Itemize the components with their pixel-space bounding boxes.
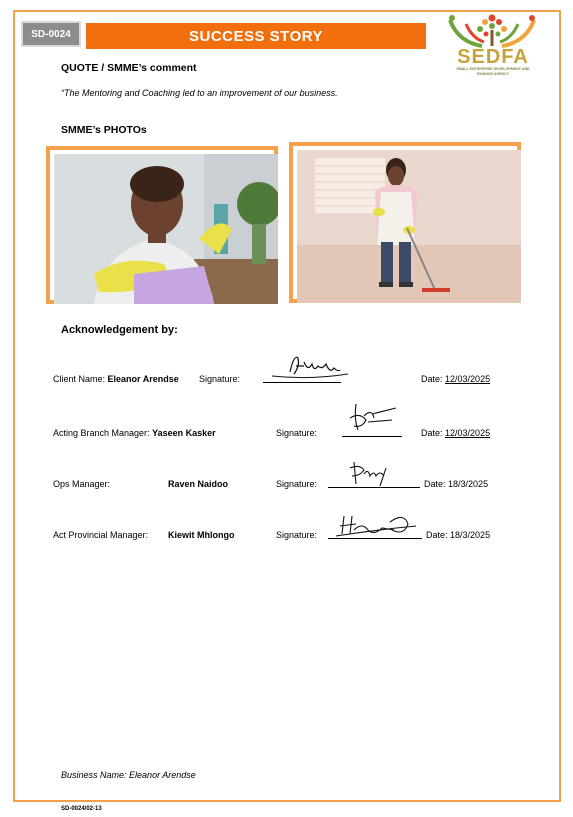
date-field — [421, 374, 490, 384]
date-value: 12/03/2025 — [445, 428, 491, 438]
date-value: 18/3/2025 — [448, 479, 489, 489]
date-field — [424, 479, 488, 489]
signature-line — [328, 538, 422, 539]
branch-manager-signature — [342, 400, 400, 438]
business-name-value: Eleanor Arendse — [129, 770, 196, 780]
role-label: Acting Branch Manager: — [53, 428, 150, 438]
signatory-name: Yaseen Kasker — [152, 428, 216, 438]
date-label: Date: — [424, 479, 446, 489]
signature-label: Signature: — [276, 530, 318, 540]
date-value: 18/3/2025 — [450, 530, 491, 540]
photo-cleaning-table — [54, 154, 278, 304]
signature-label: Signature: — [276, 479, 318, 489]
client-signature — [270, 352, 350, 384]
acknowledgement-heading: Acknowledgement by: — [61, 324, 178, 336]
date-label: Date: — [421, 428, 443, 438]
date-label: Date: — [426, 530, 448, 540]
photos-heading: SMME’s PHOTOs — [61, 124, 147, 136]
logo-subtext: SMALL ENTERPRISE DEVELOPMENT AND FINANCE AGENCY — [456, 67, 530, 76]
signatory-name: Eleanor Arendse — [107, 374, 179, 384]
provincial-manager-name: Kiewit Mhlongo — [168, 530, 235, 540]
branch-manager-row — [53, 428, 216, 438]
tree-icon — [449, 15, 535, 47]
photo-mopping-floor — [297, 150, 521, 303]
role-label: Client Name: — [53, 374, 106, 384]
client-row — [53, 374, 179, 384]
date-field — [421, 428, 490, 438]
quote-heading: QUOTE / SMME’s comment — [61, 62, 197, 74]
provincial-manager-role: Act Provincial Manager: — [53, 530, 149, 540]
ops-manager-role: Ops Manager: — [53, 479, 111, 489]
business-name-label: Business Name: — [61, 770, 127, 780]
footer-doc-ref: SD-0024/02-13 — [61, 806, 102, 812]
signature-label: Signature: — [276, 428, 318, 438]
ops-manager-signature — [344, 458, 400, 488]
logo-wordmark: SEDFA — [457, 46, 529, 68]
document-code-badge: SD-0024 — [21, 21, 81, 47]
signature-line — [342, 436, 402, 437]
date-value: 12/03/2025 — [445, 374, 491, 384]
smme-photo-2 — [289, 142, 521, 303]
smme-photo-1 — [46, 146, 278, 304]
date-label: Date: — [421, 374, 443, 384]
signature-line — [328, 487, 420, 488]
date-field — [426, 530, 490, 540]
signature-line — [263, 382, 341, 383]
page-title: SUCCESS STORY — [86, 23, 426, 49]
signature-label: Signature: — [199, 374, 241, 384]
ops-manager-name: Raven Naidoo — [168, 479, 229, 489]
business-name — [61, 770, 196, 780]
quote-text: “The Mentoring and Coaching led to an improvement of our business. — [61, 88, 338, 98]
